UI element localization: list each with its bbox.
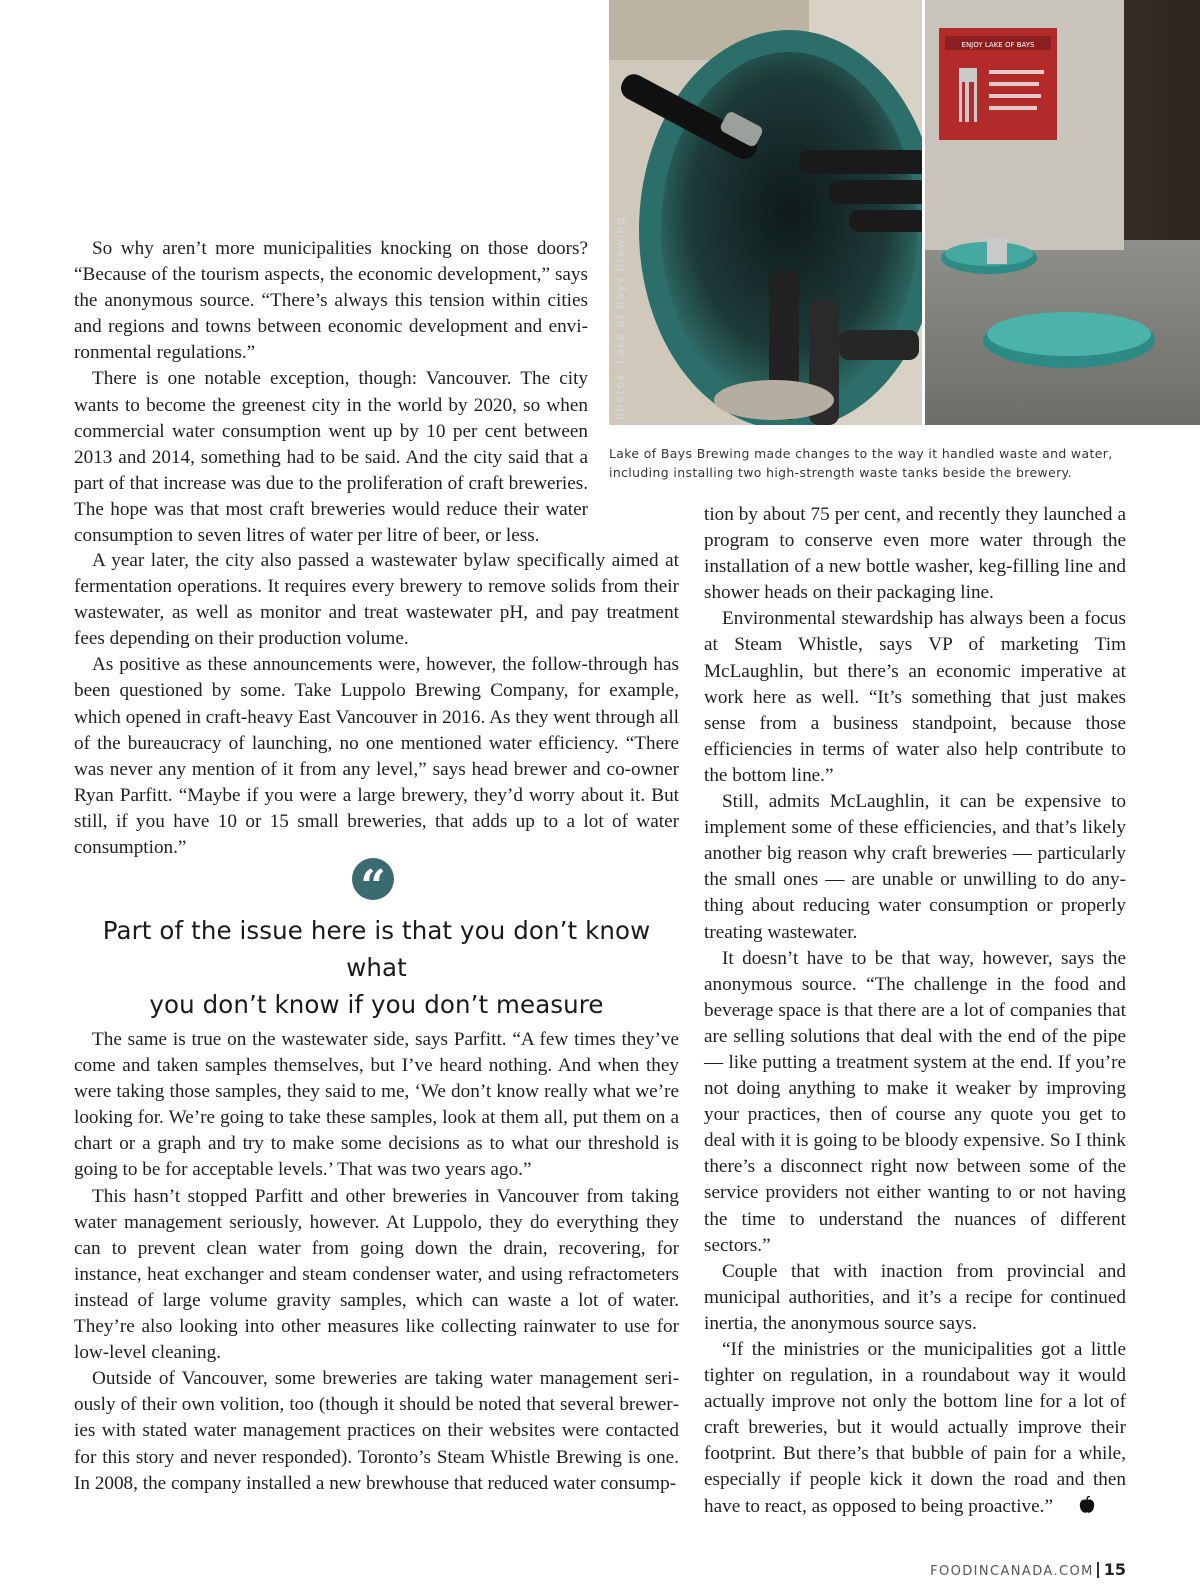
sign-text: ENJOY LAKE OF BAYS (961, 41, 1035, 49)
paragraph: The same is true on the wastewater side, says Parfitt. “A few times they’ve come and taken samples themselves, but I’ve heard nothing. And when they were taking those samples, they said to me, ‘We don’t know really what we’re looking for. We’re going to take these samples, look at them all, put them on a chart or a graph and try to make some decisions as to what our threshold is going to be for acceptable levels.’ That was two years ago.” (74, 1029, 679, 1181)
caption-line-2: including installing two high-strength waste tanks beside the brewery. (609, 465, 1072, 480)
right-column (704, 502, 1126, 1522)
paragraph: So why aren’t more municipalities knocking on those doors? “Because of the tourism aspects, the economic development,” says the anonymous source. “There’s always this tension within cities and regions and towns between economic development and environmental regulations.” (74, 238, 588, 364)
paragraph: Still, admits McLaughlin, it can be expensive to implement some of these efficiencies, and that’s likely another big reason why craft breweries — particularly the small ones — are unable or unwilling to do anything about reducing water consumption or properly treating wastewater. (704, 791, 1126, 943)
waste-tank-photos (609, 0, 1200, 425)
photo-credit: photos: Lake of Bays Brewing (613, 216, 627, 420)
caption-line-1: Lake of Bays Brewing made changes to the way it handled waste and water, (609, 446, 1113, 461)
quote-mark-icon: “ (352, 858, 394, 900)
paragraph: Outside of Vancouver, some breweries are taking water management seriously of their own volition, too (though it should be noted that several breweries with stated water management practices on their websites were contacted for this story and never responded). Toronto’s Steam Whistle Brewing is one. In 2008, the company installed a new brewhouse that reduced water consump- (74, 1368, 679, 1494)
page-footer (930, 1560, 1126, 1579)
photo-divider (922, 0, 925, 425)
paragraph-final (704, 1337, 1126, 1522)
pull-quote-line-1: Part of the issue here is that you don’t know what (102, 916, 651, 982)
end-of-article-icon (1061, 1496, 1095, 1522)
paragraph: It doesn’t have to be that way, however, says the anonymous source. “The challenge in the food and beverage space is that there are a lot of companies that are selling solutions that deal with the end of the pipe — like putting a treatment system at the end. If you’re not doing anything to make it weaker by improving your practices, then of course any quote you get to deal with it is going to be bloody expensive. So I think there’s a disconnect right now between some of the service providers not either wanting to or not having the time to understand the nuances of different sectors.” (704, 947, 1126, 1256)
paragraph: As positive as these announcements were, however, the follow-through has been questioned by some. Take Luppolo Brewing Company, for example, which opened in craft-heavy East Vancouver in 2016. As they went through all of the bureaucracy of launching, no one mentioned water efficiency. “There was never any mention of it from any level,” says head brewer and co-owner Ryan Parfitt. “Maybe if you were a large brewery, they’d worry about it. But still, if you have 10 or 15 small breweries, that adds up to a lot of water consumption.” (74, 654, 679, 859)
paragraph: A year later, the city also passed a wastewater bylaw specifically aimed at fermentation operations. It requires every brewery to remove solids from their wastewater, as well as monitor and treat wastewater pH, and pay treatment fees depending on their production volume. (74, 550, 679, 650)
site-name: FOODINCANADA.COM (930, 1564, 1094, 1579)
paragraph: This hasn’t stopped Parfitt and other breweries in Vancouver from taking water management seriously, however. At Luppolo, they do everything they can to prevent clean water from going down the drain, recovering, for instance, heat exchanger and steam condenser water, and using refractometers instead of large volume gravity samples, which can waste a lot of water. They’re also looking into other measures like collecting rainwater to use for low-level cleaning. (74, 1185, 679, 1364)
paragraph: tion by about 75 per cent, and recently they launched a program to conserve even more water through the installation of a new bottle washer, keg-filling line and shower heads on their packaging line. (704, 504, 1126, 604)
paragraph: Couple that with inaction from provincial and municipal authorities, and it’s a recipe for continued inertia, the anonymous source says. (704, 1260, 1126, 1334)
left-column-top (74, 236, 588, 549)
final-paragraph-text: “If the ministries or the municipalities got a little tighter on regulation, in a roundabout way it would actually improve not only the bottom line for a lot of craft breweries, but it would actually improve their footprint. But there’s that bubble of pain for a while, especially if people kick it down the road and then have to react, as opposed to being proactive.” (704, 1339, 1126, 1517)
page-number: 15 (1103, 1560, 1126, 1579)
footer-divider (1097, 1562, 1099, 1578)
left-column-middle (74, 548, 679, 861)
paragraph: There is one notable exception, though: Vancouver. The city wants to become the greenest city in the world by 2020, so when commercial water consumption went up by 10 per cent between 2013 and 2014, something had to be said. And the city said that a part of that increase was due to the proliferation of craft breweries. The hope was that most craft breweries would reduce their water consumption to seven litres of water per litre of beer, or less. (74, 368, 588, 547)
pull-quote-line-2: you don’t know if you don’t measure (149, 990, 604, 1019)
photo-caption (609, 444, 1169, 482)
pull-quote (74, 912, 679, 1023)
left-column-bottom (74, 1027, 679, 1497)
brewery-photo (609, 0, 1200, 425)
paragraph: Environmental stewardship has always been a focus at Steam Whistle, says VP of marketing Tim McLaughlin, but there’s an economic imperative at work here as well. “It’s something that just makes sense from a business standpoint, because those efficiencies in terms of water also help contribute to the bottom line.” (704, 608, 1126, 786)
